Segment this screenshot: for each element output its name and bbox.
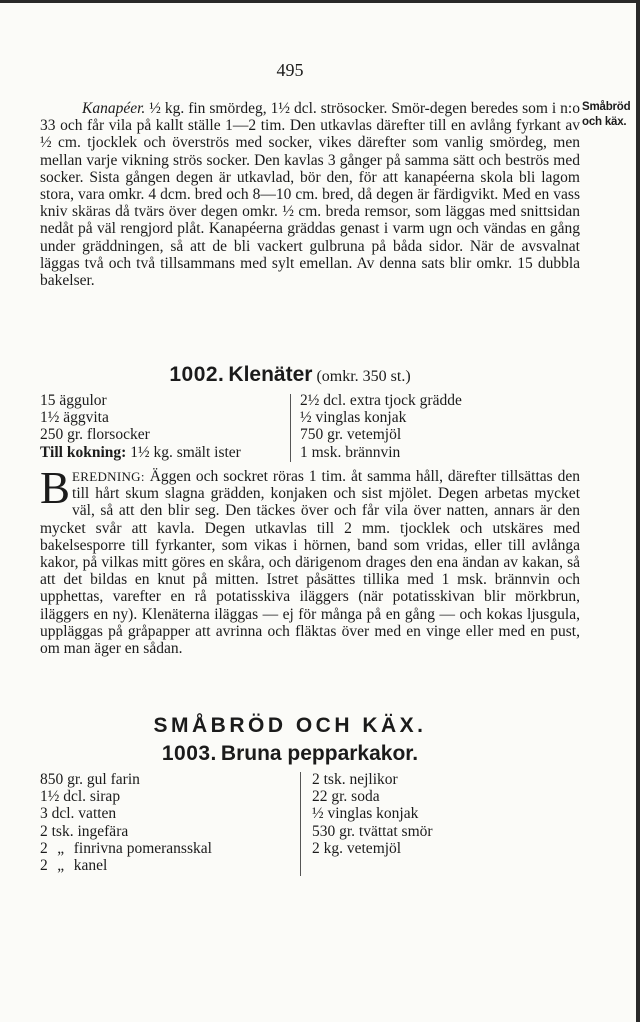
recipe-1002-number: 1002. [169,363,225,386]
ingredient: 250 gr. florsocker [40,426,150,444]
ingredient-qty: 2 [40,839,48,857]
ingredient-text: dcl. vatten [51,805,117,823]
ingredient-text: gr. gul farin [67,771,140,788]
ingredient: ½ vinglas konjak [312,805,419,823]
recipe-1003-ingredients-right [312,771,572,857]
ingredient [40,857,295,874]
ingredient-qty: 2 [40,822,48,840]
recipe-1003-number: 1003. [161,742,217,765]
ingredient [40,823,295,840]
method-text: Äggen och sockret röras 1 tim. åt samma håll, därefter tillsättas den till hårt skum slagna grädden, konjaken och sist mjölet. Degen arbetas mycket väl, så att den blir seg. Den täckes över och får vila över natten, annars är den mycket svår att kavla. Degen utkavlas till 2 mm. tjocklek och utskäres med bakelsesporre till fyrkanter, som vikas i hörnen, band som vridas, eller till avlånga kakor, på vilkas mitt göres en skåra, och därigenom drages den ena ändan av kakan, så att det bildas en knut på mitten. Istret påsättes tillika med 1 msk. brännvin och upphettas, varefter en rå potatisskiva iläggers (när potatisskivan blir mörkbrun, iläggers en ny). Klenäterna iläggas — ej för många på en gång — och kokas ljusgula, uppläggas på gråpapper att avrinna och fläktas över med en vinge eller med en pust, om man äger en sådan. [40,468,580,658]
frying-fat: 1½ kg. smält ister [130,443,241,461]
ingredient-qty: 3 [40,805,48,823]
recipe-1002-heading [0,363,580,387]
ingredient-qty: 1½ [40,788,60,806]
ingredient: 530 gr. tvättat smör [312,822,433,840]
margin-note-line-1: Småbröd [582,101,631,113]
ingredient [40,840,295,857]
ingredient: 2 tsk. nejlikor [312,771,398,788]
recipe-1002-ingredients-left [40,392,288,461]
page-edge-right [636,0,640,1022]
ingredient: 1 msk. brännvin [300,443,401,461]
frying-label: Till kokning: [40,443,127,461]
kanapeer-paragraph [40,100,580,289]
margin-note [582,100,640,130]
ditto-mark: „ [57,857,65,875]
ingredient: 22 gr. soda [312,788,380,806]
ingredient-text: kanel [73,857,108,875]
page-edge-top [0,0,640,3]
ingredient [40,805,295,822]
column-divider [300,772,301,876]
drop-cap: B [40,463,71,513]
ingredient-text: dcl. sirap [63,788,121,806]
recipe-1002-yield: (omkr. 350 st.) [316,368,411,385]
kanapeer-title: Kanapéer. [82,100,146,117]
ingredient [40,444,288,461]
method-lead: EREDNING: [72,469,145,484]
section-title: SMÅBRÖD OCH KÄX. [153,714,427,737]
recipe-1003-heading [0,742,580,766]
kanapeer-text: ½ kg. fin smördeg, 1½ dcl. strösocker. Smör-degen beredes som i n:o 33 och får vila på kallt ställe 1—2 tim. Den utkavlas därefter till en avlång fyrkant av ½ cm. tjocklek och överströs med socker, vikes därefter som vanlig smördeg, men mellan varje vikning strös socker. Den kavlas 3 gånger på samma sätt och beströs med socker. Sista gången degen är utkavlad, bör den, för att kanapéerna skola bli lagom stora, vara omkr. 4 dcm. bred och 8—10 cm. bred, då degen är färdigvikt. Med en vass kniv skäras då tvärs över degen omkr. ½ cm. breda remsor, som läggas med snittsidan nedåt på väl rengjord plåt. Kanapéerna gräddas genast i varm ugn och vändas en gång under gräddningen, så att de bli vackert gulbruna på båda sidor. När de avsvalnat läggas två och två tillsammans med sylt emellan. Av denna sats blir omkr. 15 dubbla bakelser. [40,100,580,290]
ingredient: 1½ äggvita [40,409,109,427]
ingredient-text: finrivna pomeransskal [73,839,212,857]
margin-note-line-2: och käx. [582,116,627,128]
recipe-1002-name: Klenäter [228,363,313,386]
ingredient [40,788,295,805]
recipe-1002-method [40,463,580,658]
ingredient-text: tsk. ingefära [51,822,129,840]
ingredient: 750 gr. vetemjöl [300,426,402,444]
ingredient-qty: 2 [40,857,48,875]
page-number: 495 [276,60,304,80]
ingredient-qty: 850 [40,771,64,788]
ingredient [40,771,295,788]
ingredient: 2 kg. vetemjöl [312,839,402,857]
ingredient: 2½ dcl. extra tjock grädde [300,392,462,409]
ditto-mark: „ [57,839,65,857]
column-divider [290,394,291,462]
ingredient: 15 äggulor [40,392,107,409]
ingredient: ½ vinglas konjak [300,409,407,427]
recipe-1003-ingredients-left [40,771,295,874]
recipe-1002-ingredients-right [300,392,560,461]
recipe-1003-name: Bruna pepparkakor. [220,742,419,765]
